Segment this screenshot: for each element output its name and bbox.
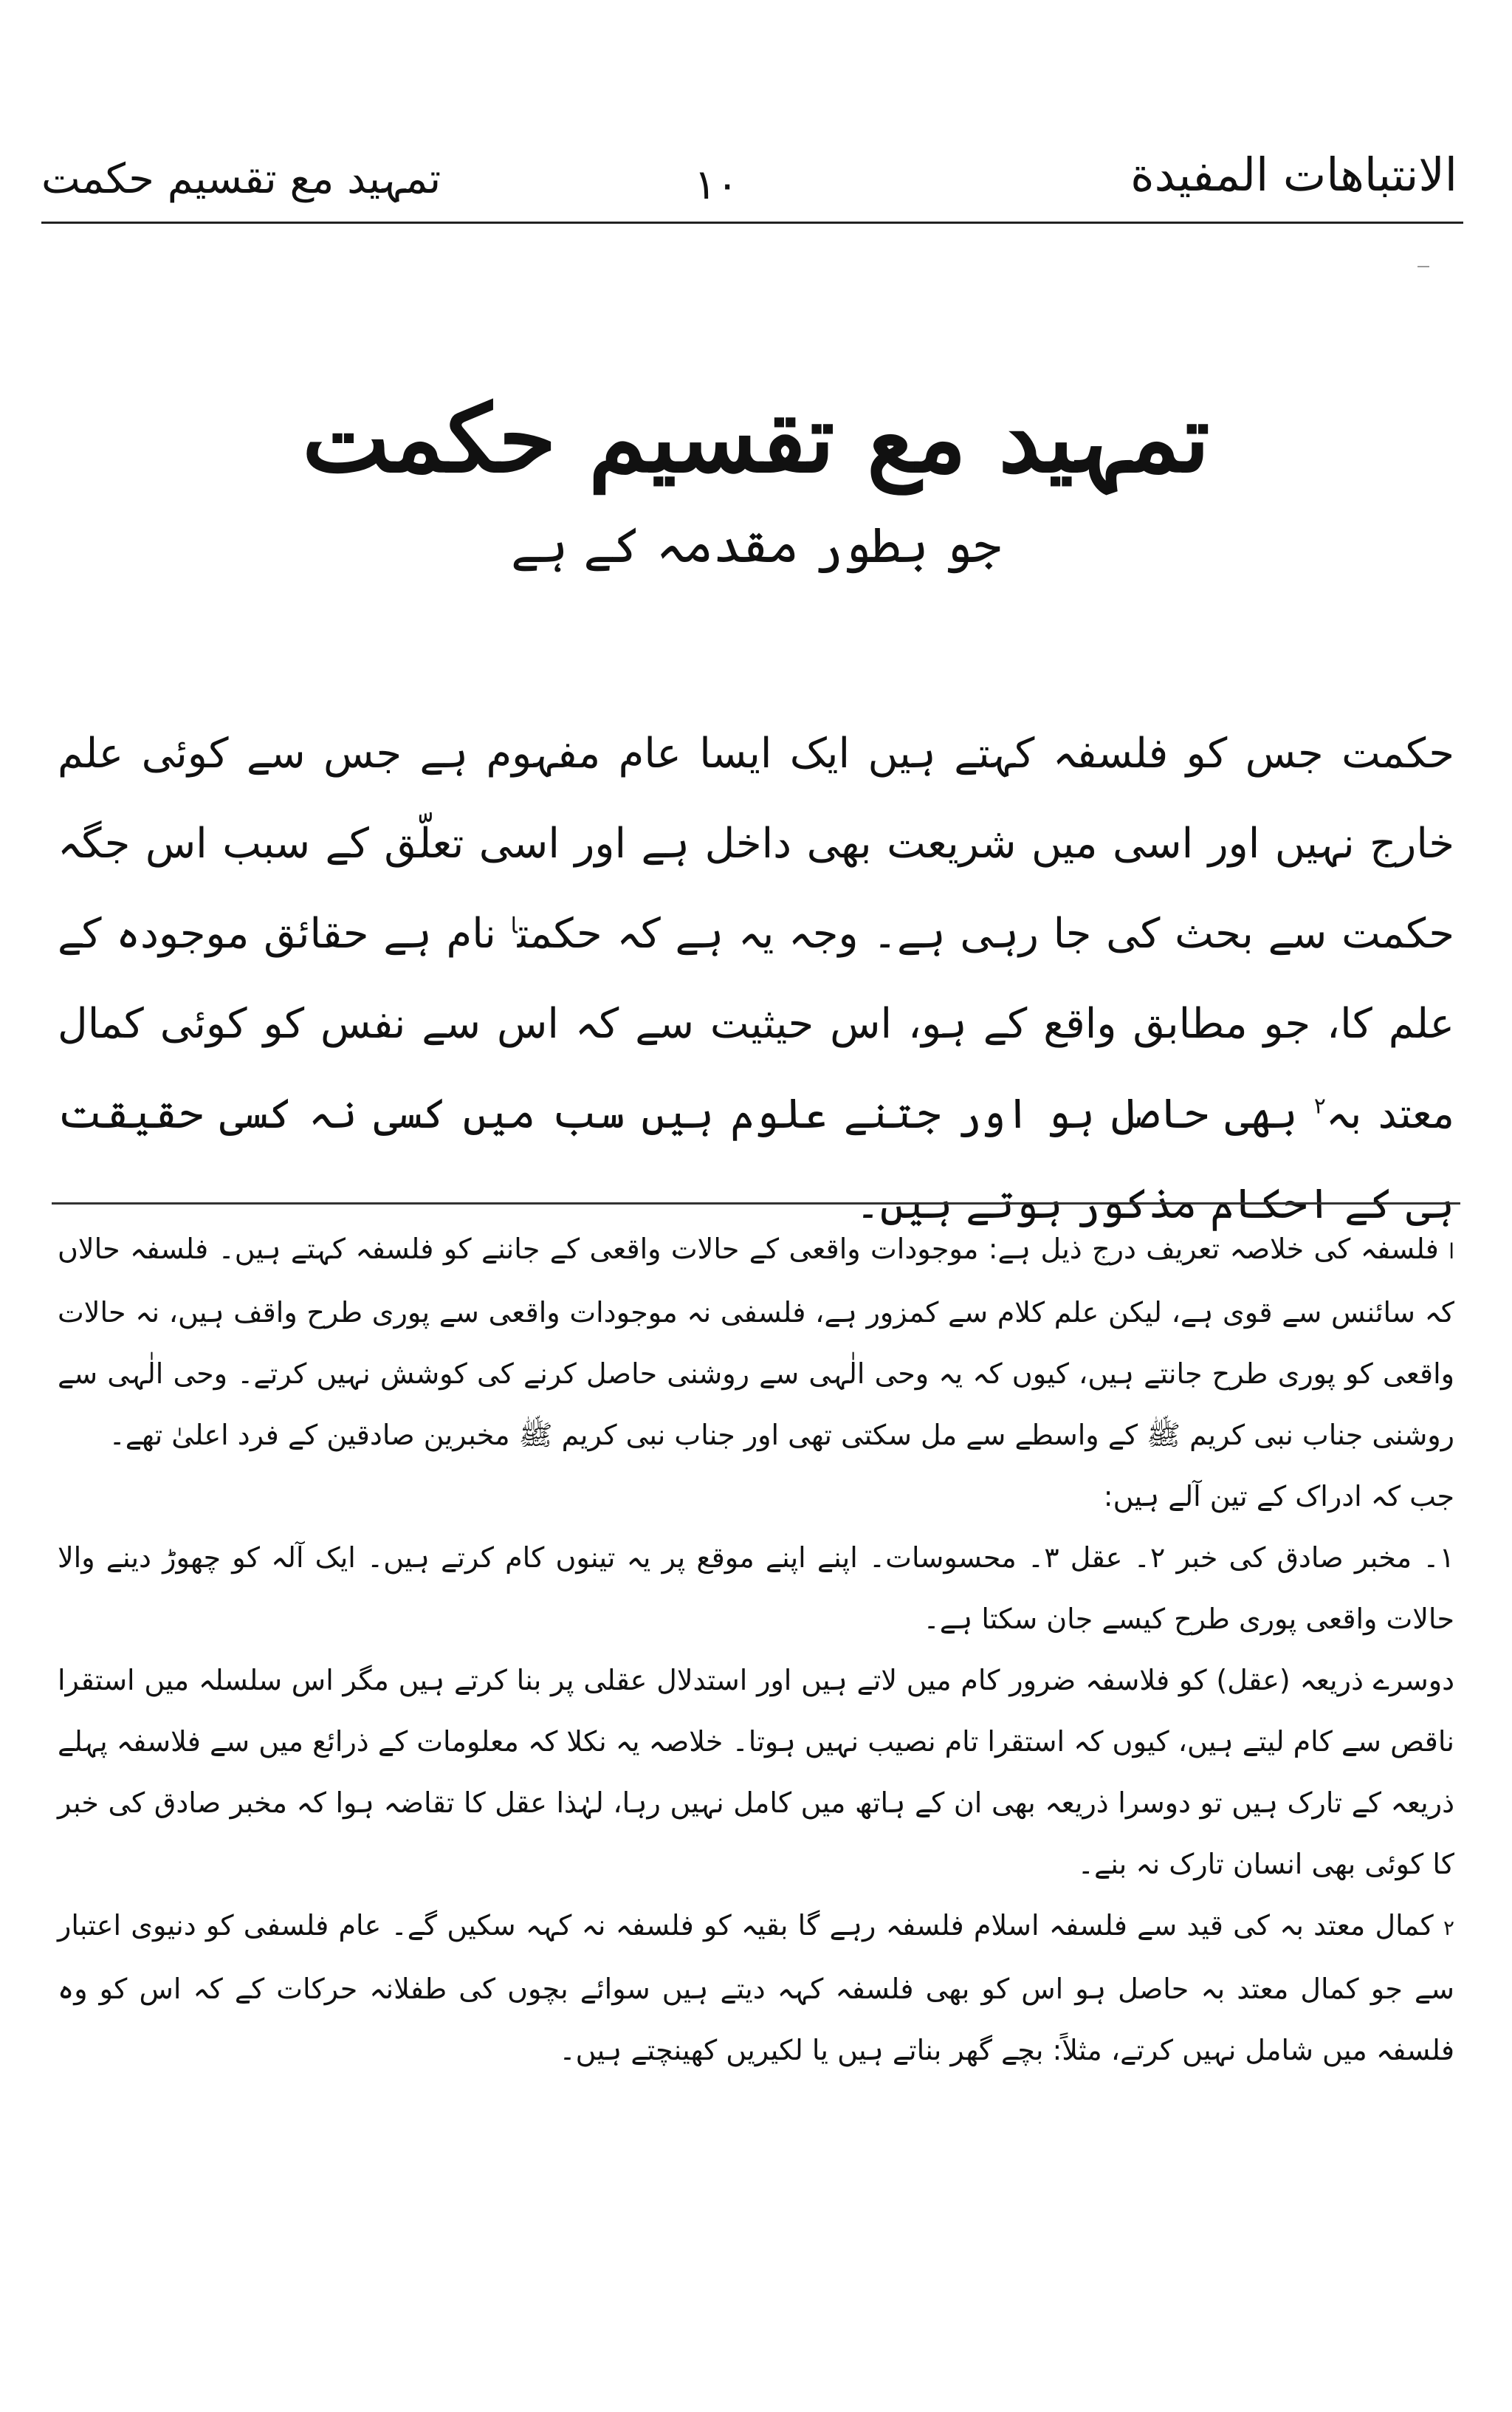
chapter-subheading: جو بطور مقدمہ کے ہے (511, 517, 1001, 574)
paragraph-part-1: حکمت جس کو فلسفہ کہتے ہیں ایک ایسا عام مفہوم ہے جس سے کوئی علم خارج نہیں اور اسی میں شریعت بھی داخل ہے اور اسی تعلّق کے سبب اس جگہ حکمت سے بحث کی جا رہی ہے۔ وجہ یہ ہے کہ حکمت (58, 730, 1454, 958)
footnote-1-text: فلسفہ کی خلاصہ تعریف درج ذیل ہے: موجودات واقعی کے حالات واقعی کے جاننے کو فلسفہ کہتے ہیں۔ فلسفہ حالاں کہ سائنس سے قوی ہے، لیکن علم کلام سے کمزور ہے، فلسفی نہ موجودات واقعی سے پوری طرح واقف ہیں، نہ حالات واقعی کو پوری طرح جانتے ہیں، کیوں کہ یہ وحی الٰہی سے روشنی حاصل کرنے کی کوشش نہیں کرتے۔ وحی الٰہی سے روشنی جناب نبی کریم ﷺ کے واسطے سے مل سکتی تھی اور جناب نبی کریم ﷺ مخبرین صادقین کے فرد اعلیٰ تھے۔ (58, 1233, 1454, 1451)
scan-speck (1418, 266, 1429, 267)
footnote-divider (52, 1202, 1460, 1205)
header-divider (41, 222, 1463, 224)
footnotes (58, 1219, 1454, 2081)
footnote-1-d: دوسرے ذریعہ (عقل) کو فلاسفہ ضرور کام میں لاتے ہیں اور استدلال عقلی پر بنا کرتے ہیں مگر اس سلسلہ میں استقرا ناقص سے کام لیتے ہیں، کیوں کہ استقرا تام نصیب نہیں ہوتا۔ خلاصہ یہ نکلا کہ معلومات کے ذرائع میں سے فلاسفہ پہلے ذریعہ کے تارک ہیں تو دوسرا ذریعہ بھی ان کے ہاتھ میں کامل نہیں رہا، لہٰذا عقل کا تقاضہ ہوا کہ مخبر صادق کی خبر کا کوئی بھی انسان تارک نہ بنے۔ (58, 1664, 1454, 1880)
footnote-ref-2: ۲ (1313, 1093, 1326, 1120)
footnote-1-a (58, 1219, 1454, 1466)
running-book-title: الانتباهات المفيدة (1130, 148, 1457, 202)
paragraph-part-2: نام ہے حقائق موجودہ کے علم کا، جو مطابق واقع کے ہو، اس حیثیت سے کہ اس سے نفس کو کوئی کمال معتد بہ (58, 910, 1454, 1138)
running-chapter-title: تمہید مع تقسیم حکمت (41, 155, 441, 203)
footnote-1-c: ۱۔ مخبر صادق کی خبر ۲۔ عقل ۳۔ محسوسات۔ اپنے اپنے موقع پر یہ تینوں کام کرتے ہیں۔ ایک آلہ کو چھوڑ دینے والا حالات واقعی پوری طرح کیسے جان سکتا ہے۔ (58, 1541, 1454, 1635)
footnote-1-b: جب کہ ادراک کے تین آلے ہیں: (1103, 1480, 1454, 1512)
footnote-mark-1: ا (1449, 1239, 1454, 1264)
footnote-2-text: کمال معتد بہ کی قید سے فلسفہ اسلام فلسفہ رہے گا بقیہ کو فلسفہ نہ کہہ سکیں گے۔ عام فلسفی کو دنیوی اعتبار سے جو کمال معتد بہ حاصل ہو اس کو بھی فلسفہ کہہ دیتے ہیں سوائے بچوں کی طفلانہ حرکات کے کہ اس کو وہ فلسفہ میں شامل نہیں کرتے، مثلاً: بچے گھر بناتے ہیں یا لکیریں کھینچتے ہیں۔ (58, 1909, 1454, 2066)
main-paragraph (58, 709, 1454, 1250)
chapter-heading: تمہید مع تقسیم حکمت (302, 384, 1210, 493)
paragraph-part-3: بھی حاصل ہو اور جتنے علوم ہیں سب میں کسی نہ کسی حقیقت ہی کے احکام مذکور ہوتے ہیں۔ (58, 1090, 1454, 1228)
footnote-mark-2: ۲ (1443, 1916, 1454, 1940)
footnote-2 (58, 1895, 1454, 2081)
page-number: ۱۰ (694, 161, 739, 209)
footnote-ref-1: ا (510, 913, 518, 939)
